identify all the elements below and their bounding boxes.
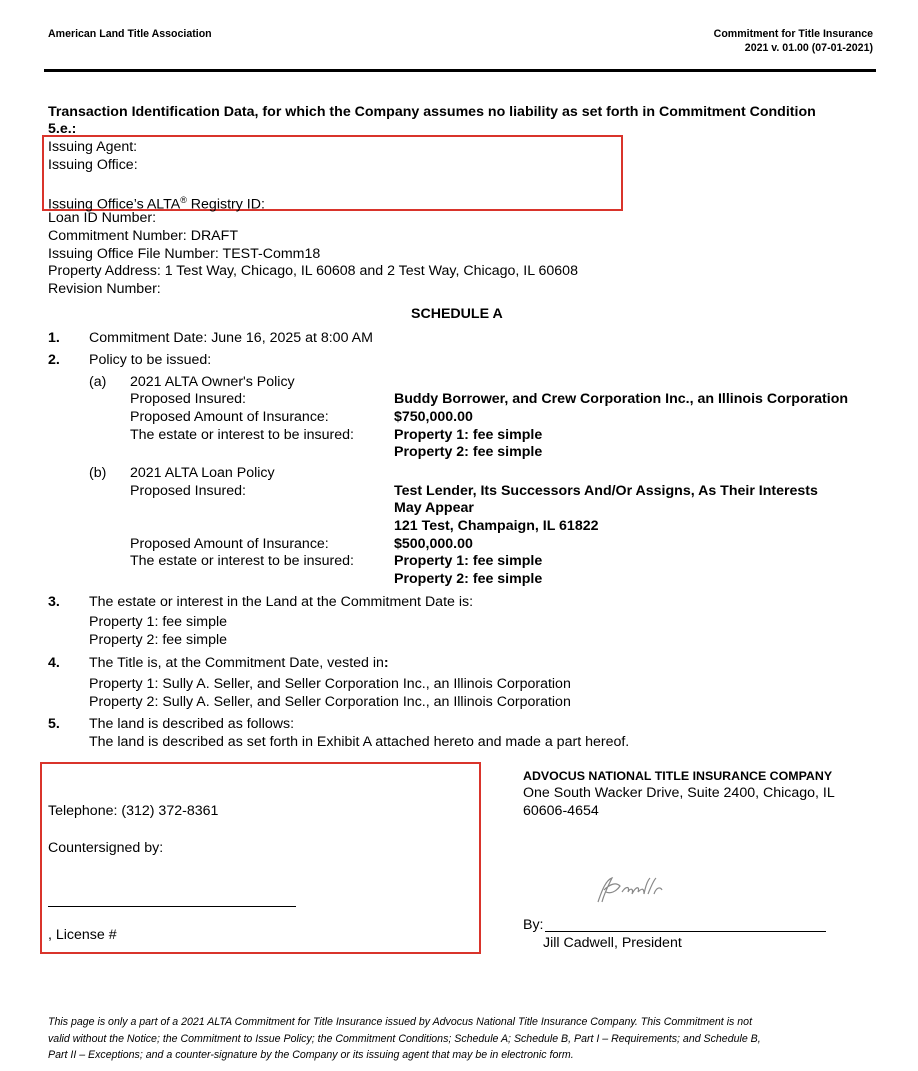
policy-b-amount: $500,000.00 — [394, 536, 473, 552]
file-number: Issuing Office File Number: TEST-Comm18 — [48, 246, 321, 262]
countersign-line — [48, 906, 296, 907]
issuing-agent: Issuing Agent: — [48, 139, 138, 155]
item-number: 3. — [48, 594, 60, 610]
company-address-1: One South Wacker Drive, Suite 2400, Chicago, IL — [523, 785, 835, 801]
issuing-office: Issuing Office: — [48, 157, 138, 173]
transaction-heading-cont: 5.e.: — [48, 121, 77, 137]
header-rule — [44, 69, 876, 72]
policy-a-insured-label: Proposed Insured: — [130, 391, 246, 407]
land-description: The land is described as set forth in Exhibit A attached hereto and made a part hereof. — [89, 734, 630, 750]
footer-line-2: valid without the Notice; the Commitment to Issue Policy; the Commitment Conditions; Schedule A; Schedule B, Part I – Requirements; and Schedule B, — [48, 1033, 761, 1045]
policy-a-insured: Buddy Borrower, and Crew Corporation Inc., an Illinois Corporation — [394, 391, 849, 407]
policy-a-type: 2021 ALTA Owner's Policy — [130, 374, 295, 390]
estate-property-1: Property 1: fee simple — [89, 614, 227, 630]
countersigned-by: Countersigned by: — [48, 840, 164, 856]
policy-a-estate-label: The estate or interest to be insured: — [130, 427, 354, 443]
land-described: The land is described as follows: — [89, 716, 295, 732]
by-label: By: — [523, 917, 544, 933]
vested-property-1: Property 1: Sully A. Seller, and Seller Corporation Inc., an Illinois Corporation — [89, 676, 571, 692]
policy-b-insured-3: 121 Test, Champaign, IL 61822 — [394, 518, 599, 534]
policy-a-label: (a) — [89, 374, 107, 390]
vested-property-2: Property 2: Sully A. Seller, and Seller Corporation Inc., an Illinois Corporation — [89, 694, 571, 710]
policy-b-insured-1: Test Lender, Its Successors And/Or Assigns, As Their Interests — [394, 483, 818, 499]
header-version: 2021 v. 01.00 (07-01-2021) — [744, 42, 873, 54]
item-number: 4. — [48, 655, 60, 671]
item-number: 1. — [48, 330, 60, 346]
item-number: 5. — [48, 716, 60, 732]
commitment-date: Commitment Date: June 16, 2025 at 8:00 AM — [89, 330, 373, 346]
policy-b-type: 2021 ALTA Loan Policy — [130, 465, 275, 481]
policy-b-estate-label: The estate or interest to be insured: — [130, 553, 354, 569]
signature-line — [545, 931, 826, 932]
signer-name: Jill Cadwell, President — [543, 935, 682, 951]
estate-property-2: Property 2: fee simple — [89, 632, 227, 648]
policy-a-amount-label: Proposed Amount of Insurance: — [130, 409, 329, 425]
footer-line-1: This page is only a part of a 2021 ALTA Commitment for Title Insurance issued by Advocus National Title Insurance Company. This Commitment is not — [48, 1016, 753, 1028]
policy-b-estate-2: Property 2: fee simple — [394, 571, 543, 587]
policy-b-insured-label: Proposed Insured: — [130, 483, 246, 499]
policy-a-estate-2: Property 2: fee simple — [394, 444, 543, 460]
footer-line-3: Part II – Exceptions; and a counter-signature by the Company or its issuing agent that may be in electronic form. — [48, 1049, 574, 1061]
registry-id: Issuing Office’s ALTA® Registry ID: — [48, 195, 265, 213]
policy-to-be-issued: Policy to be issued: — [89, 352, 212, 368]
header-org: American Land Title Association — [48, 28, 212, 40]
revision-number: Revision Number: — [48, 281, 161, 297]
commitment-number: Commitment Number: DRAFT — [48, 228, 238, 244]
license-number: , License # — [48, 927, 117, 943]
company-name: ADVOCUS NATIONAL TITLE INSURANCE COMPANY — [523, 769, 833, 783]
title-vested: The Title is, at the Commitment Date, vested in: — [89, 655, 389, 671]
policy-b-insured-2: May Appear — [394, 500, 474, 516]
schedule-title: SCHEDULE A — [411, 306, 503, 322]
signature-image — [590, 872, 670, 908]
policy-b-estate-1: Property 1: fee simple — [394, 553, 543, 569]
property-address: Property Address: 1 Test Way, Chicago, IL 60608 and 2 Test Way, Chicago, IL 60608 — [48, 263, 578, 279]
policy-b-amount-label: Proposed Amount of Insurance: — [130, 536, 329, 552]
policy-b-label: (b) — [89, 465, 107, 481]
transaction-heading: Transaction Identification Data, for which the Company assumes no liability as set forth in Commitment Condition — [48, 104, 816, 120]
policy-a-estate-1: Property 1: fee simple — [394, 427, 543, 443]
loan-id: Loan ID Number: — [48, 210, 157, 226]
item-number: 2. — [48, 352, 60, 368]
agent-telephone: Telephone: (312) 372-8361 — [48, 803, 219, 819]
header-doc-title: Commitment for Title Insurance — [713, 28, 873, 40]
policy-a-amount: $750,000.00 — [394, 409, 473, 425]
estate-at-commitment: The estate or interest in the Land at the Commitment Date is: — [89, 594, 474, 610]
company-address-2: 60606-4654 — [523, 803, 599, 819]
